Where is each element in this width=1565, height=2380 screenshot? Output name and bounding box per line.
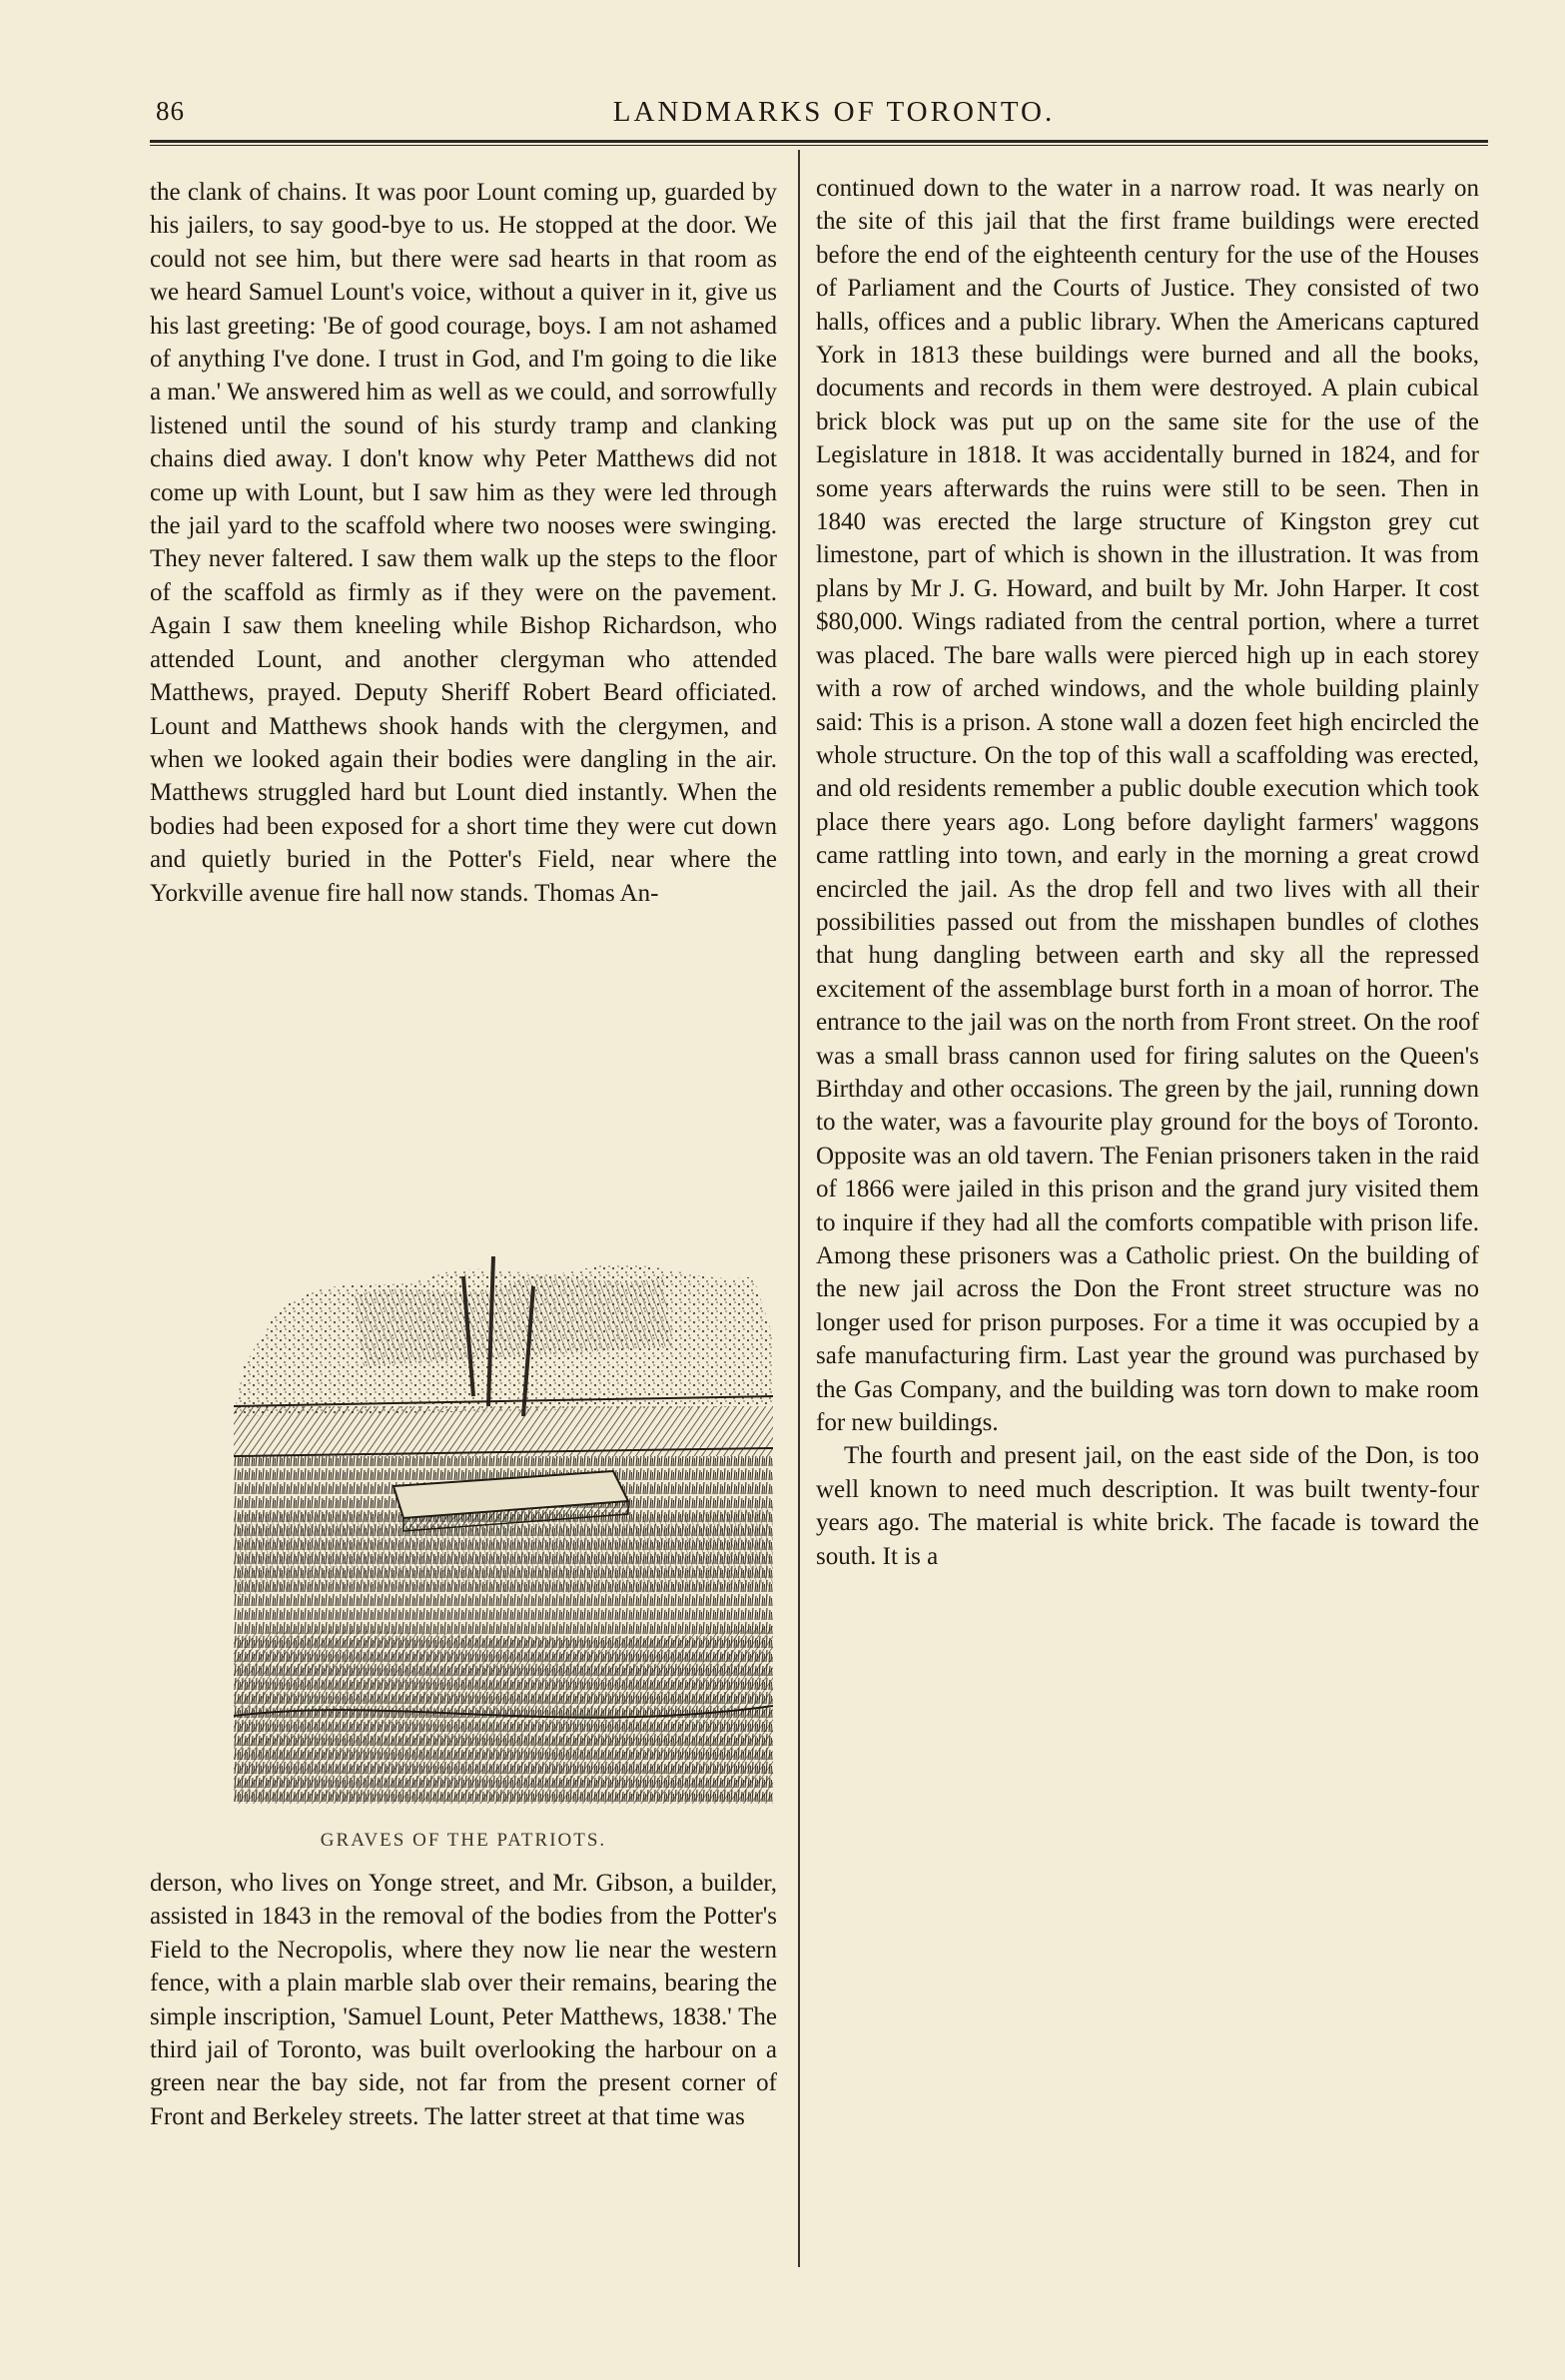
header-rule — [150, 140, 1488, 143]
column-divider — [798, 150, 800, 2267]
figure-caption: GRAVES OF THE PATRIOTS. — [320, 1830, 607, 1851]
right-paragraph-2: The fourth and present jail, on the east side of the Don, is too well known to need much description. It was built twenty-four years ago. The material is white brick. The facade is toward the south. It is a — [816, 1442, 1479, 1570]
right-column-text — [816, 172, 1479, 1573]
left-paragraph-2: derson, who lives on Yonge street, and Mr. Gibson, a builder, assisted in 1843 in the removal of the bodies from the Potter's Field to the Necropolis, where they now lie near the western fence, with a plain marble slab over their remains, bearing the simple inscription, 'Samuel Lount, Peter Matthews, 1838.' The third jail of Toronto, was built overlooking the harbour on a green near the bay side, not far from the present corner of Front and Berkeley streets. The latter street at that time was — [150, 1870, 777, 2130]
header-rule-thin — [150, 145, 1488, 146]
engraving-image — [234, 1256, 773, 1804]
page-header — [150, 96, 1488, 140]
left-paragraph-1: the clank of chains. It was poor Lount coming up, guarded by his jailers, to say good-bye to us. He stopped at the door. We could not see him, but there were sad hearts in that room as we heard Samuel Lount's voice, without a quiver in it, give us his last greeting: 'Be of good courage, boys. I am not ashamed of anything I've done. I trust in God, and I'm going to die like a man.' We answered him as well as we could, and sorrowfully listened until the sound of his sturdy tramp and clanking chains died away. I don't know why Peter Matthews did not come up with Lount, but I saw him as they were led through the jail yard to the scaffold where two nooses were swinging. They never faltered. I saw them walk up the steps to the floor of the scaffold as firmly as if they were on the pavement. Again I saw them kneeling while Bishop Richardson, who attended Lount, and another clergyman who attended Matthews, prayed. Deputy Sheriff Robert Beard officiated. Lount and Matthews shook hands with the clergymen, and when we looked again their bodies were dangling in the air. Matthews struggled hard but Lount died instantly. When the bodies had been exposed for a short time they were cut down and quietly buried in the Potter's Field, near where the Yorkville avenue fire hall now stands. Thomas An- — [150, 179, 777, 907]
page-number: 86 — [156, 96, 185, 126]
left-column-bottom-text — [150, 1867, 777, 2133]
left-column-top-text — [150, 176, 777, 910]
running-title: LANDMARKS OF TORONTO. — [612, 96, 1056, 128]
graves-illustration — [234, 1256, 773, 1804]
right-paragraph-1: continued down to the water in a narrow road. It was nearly on the site of this jail that the first frame buildings were erected before the end of the eighteenth century for the use of the Houses of Parliament and the Courts of Justice. They consisted of two halls, offices and a public library. When the Americans captured York in 1813 these buildings were burned and all the books, documents and records in them were destroyed. A plain cubical brick block was put up on the same site for the use of the Legislature in 1818. It was accidentally burned in 1824, and for some years afterwards the ruins were still to be seen. Then in 1840 was erected the large structure of Kingston grey cut limestone, part of which is shown in the illustration. It was from plans by Mr J. G. Howard, and built by Mr. John Harper. It cost $80,000. Wings radiated from the central portion, where a turret was placed. The bare walls were pierced high up in each storey with a row of arched windows, and the whole building plainly said: This is a prison. A stone wall a dozen feet high encircled the whole structure. On the top of this wall a scaffolding was erected, and old residents remember a public double execution which took place there years ago. Long before daylight farmers' waggons came rattling into town, and early in the morning a great crowd encircled the jail. As the drop fell and two lives with all their possibilities passed out from the misshapen bundles of clothes that hung dangling between earth and sky all the repressed excitement of the assemblage burst forth in a moan of horror. The entrance to the jail was on the north from Front street. On the roof was a small brass cannon used for firing salutes on the Queen's Birthday and other occasions. The green by the jail, running down to the water, was a favourite play ground for the boys of Toronto. Opposite was an old tavern. The Fenian prisoners taken in the raid of 1866 were jailed in this prison and the grand jury visited them to inquire if they had all the comforts compatible with prison life. Among these prisoners was a Catholic priest. On the building of the new jail across the Don the Front street structure was no longer used for prison purposes. For a time it was occupied by a safe manufacturing firm. Last year the ground was purchased by the Gas Company, and the building was torn down to make room for new buildings. — [816, 175, 1479, 1437]
